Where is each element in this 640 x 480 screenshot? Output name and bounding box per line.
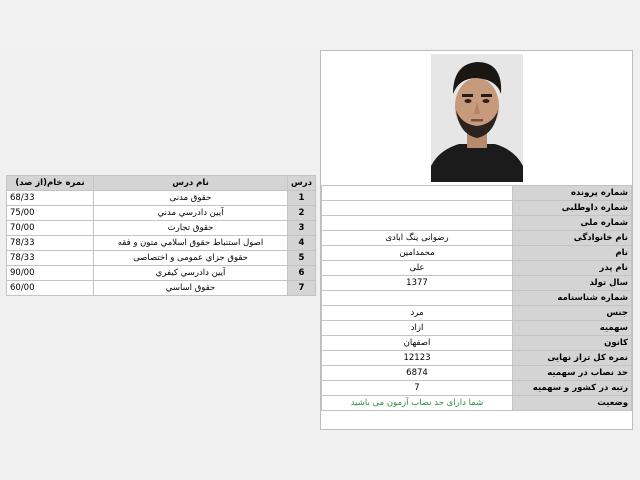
info-label: کانون [513, 336, 632, 351]
info-value: 12123 [322, 351, 513, 366]
info-value: محمدامین [322, 246, 513, 261]
info-label: شماره پرونده [513, 186, 632, 201]
course-number: 2 [288, 206, 316, 221]
info-row-national-id [322, 216, 632, 231]
course-name: اصول استنباط حقوق اسلامي متون و فقه [94, 236, 288, 251]
candidate-photo [431, 54, 523, 182]
info-value [322, 216, 513, 231]
table-row [7, 191, 316, 206]
table-row [7, 236, 316, 251]
course-score: 60/00 [7, 281, 94, 296]
info-label: نام پدر [513, 261, 632, 276]
course-number: 6 [288, 266, 316, 281]
info-label: نمره کل تراز نهایی [513, 351, 632, 366]
info-value [322, 291, 513, 306]
info-row-id-number [322, 291, 632, 306]
course-score: 68/33 [7, 191, 94, 206]
info-row-bar-center [322, 336, 632, 351]
info-value: 1377 [322, 276, 513, 291]
course-number: 4 [288, 236, 316, 251]
info-value: رضوانی ینگ ابادی [322, 231, 513, 246]
info-row-applicant-number [322, 201, 632, 216]
info-row-birth-year [322, 276, 632, 291]
info-label: شماره داوطلبی [513, 201, 632, 216]
table-row [7, 281, 316, 296]
info-label: وضعیت [513, 396, 632, 411]
info-row-rank [322, 381, 632, 396]
candidate-profile-panel [320, 50, 633, 430]
info-label: نام [513, 246, 632, 261]
info-row-first-name [322, 246, 632, 261]
info-row-last-name [322, 231, 632, 246]
info-label: شماره شناسنامه [513, 291, 632, 306]
course-name: آيين دادرسي كيفري [94, 266, 288, 281]
info-label: سهمیه [513, 321, 632, 336]
info-label: نام خانوادگی [513, 231, 632, 246]
info-value: علی [322, 261, 513, 276]
info-row-quota [322, 321, 632, 336]
table-row [7, 266, 316, 281]
header-course-number: درس [288, 176, 316, 191]
course-name: آیین دادرسي مدني [94, 206, 288, 221]
info-row-quota-threshold [322, 366, 632, 381]
course-name: حقوق مدنی [94, 191, 288, 206]
course-score: 75/00 [7, 206, 94, 221]
info-label: سال تولد [513, 276, 632, 291]
candidate-info-table [321, 185, 632, 411]
course-number: 7 [288, 281, 316, 296]
info-row-status [322, 396, 632, 411]
info-row-gender [322, 306, 632, 321]
course-name: حقوق اساسي [94, 281, 288, 296]
course-score: 78/33 [7, 236, 94, 251]
course-score: 70/00 [7, 221, 94, 236]
info-label: شماره ملی [513, 216, 632, 231]
course-score: 78/33 [7, 251, 94, 266]
info-value: 6874 [322, 366, 513, 381]
info-row-file-number [322, 186, 632, 201]
info-row-father-name [322, 261, 632, 276]
info-value: مرد [322, 306, 513, 321]
info-value: ازاد [322, 321, 513, 336]
course-name: حقوق تجارت [94, 221, 288, 236]
course-name: حقوق جزاي عمومی و اختصاصی [94, 251, 288, 266]
course-score: 90/00 [7, 266, 94, 281]
header-raw-score: نمره خام(از صد) [7, 176, 94, 191]
top-bar [0, 0, 640, 48]
table-row [7, 206, 316, 221]
status-message: شما دارای حد نصاب آزمون می باشید [322, 396, 513, 411]
info-value: اصفهان [322, 336, 513, 351]
table-row [7, 221, 316, 236]
info-label: حد نصاب در سهمیه [513, 366, 632, 381]
header-course-name: نام درس [94, 176, 288, 191]
info-label: رتبه در کشور و سهمیه [513, 381, 632, 396]
info-label: جنس [513, 306, 632, 321]
table-row [7, 251, 316, 266]
course-table-header [7, 176, 316, 191]
info-value: 7 [322, 381, 513, 396]
info-value [322, 201, 513, 216]
info-row-total-score [322, 351, 632, 366]
course-number: 3 [288, 221, 316, 236]
course-scores-table [6, 175, 316, 296]
info-value [322, 186, 513, 201]
candidate-photo-image [431, 54, 523, 182]
course-number: 1 [288, 191, 316, 206]
course-number: 5 [288, 251, 316, 266]
